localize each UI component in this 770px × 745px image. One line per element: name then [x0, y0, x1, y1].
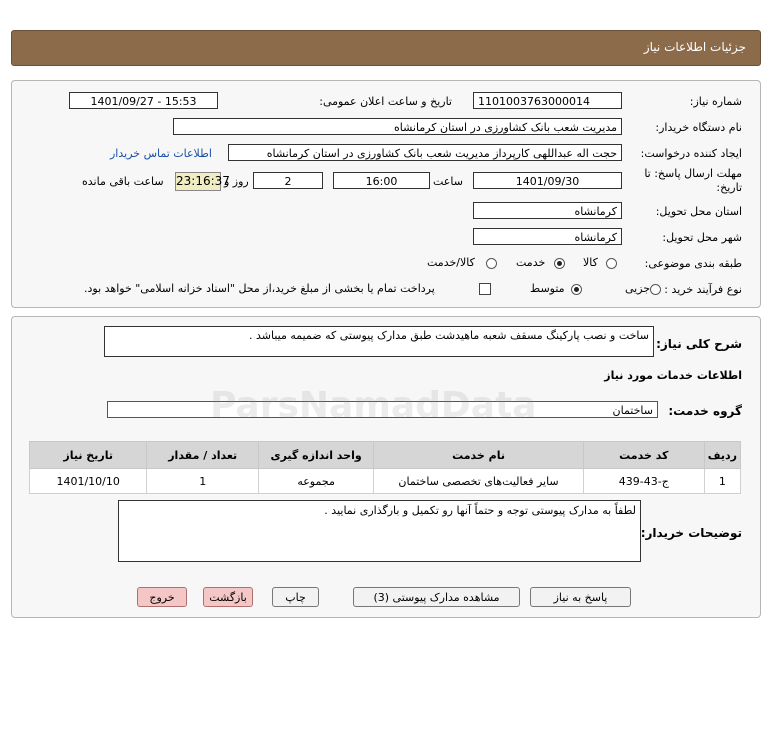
description-label: شرح کلی نیاز:: [656, 337, 742, 351]
requester-field: حجت اله عبداللهی کارپرداز مدیریت شعب بانک کشاورزی در استان کرمانشاه: [228, 144, 622, 161]
delivery-city-field: کرمانشاه: [473, 228, 622, 245]
delivery-province-field: کرمانشاه: [473, 202, 622, 219]
cell-qty: 1: [147, 469, 259, 494]
purchase-radio-medium[interactable]: [571, 284, 582, 295]
delivery-province-label: استان محل تحویل:: [655, 205, 742, 218]
category-service-label: خدمت: [516, 256, 546, 269]
need-number-field: 1101003763000014: [473, 92, 622, 109]
purchase-medium-label: متوسط: [530, 282, 565, 295]
category-goods-label: کالا: [583, 256, 598, 269]
deadline-time-label: ساعت: [433, 175, 463, 188]
view-attachments-button[interactable]: مشاهده مدارک پیوستی (3): [353, 587, 520, 607]
deadline-date-field: 1401/09/30: [473, 172, 622, 189]
exit-button[interactable]: خروج: [137, 587, 187, 607]
col-row-header: ردیف: [704, 442, 740, 469]
category-radio-service[interactable]: [554, 258, 565, 269]
col-unit-header: واحد اندازه گیری: [259, 442, 374, 469]
services-table-wrap: [29, 441, 741, 494]
col-code-header: کد خدمت: [583, 442, 704, 469]
remaining-time-label: ساعت باقی مانده: [82, 175, 164, 188]
category-label: طبقه بندی موضوعی:: [644, 257, 742, 270]
treasury-payment-checkbox[interactable]: [479, 283, 491, 295]
col-date-header: تاریخ نیاز: [30, 442, 147, 469]
need-number-label: شماره نیاز:: [689, 95, 742, 108]
page-header: [11, 30, 761, 66]
table-header-row: [30, 442, 741, 469]
back-button[interactable]: بازگشت: [203, 587, 253, 607]
print-button[interactable]: چاپ: [272, 587, 319, 607]
services-heading: اطلاعات خدمات مورد نیاز: [604, 369, 742, 382]
category-goods-service-label: کالا/خدمت: [427, 256, 475, 269]
purchase-minor-label: جزیی: [625, 282, 651, 295]
buyer-org-label: نام دستگاه خریدار:: [655, 121, 742, 134]
services-table: [29, 441, 741, 494]
table-row: [30, 469, 741, 494]
cell-code: ج-43-439: [583, 469, 704, 494]
buyer-notes-box: [118, 500, 641, 562]
cell-date: 1401/10/10: [30, 469, 147, 494]
announce-datetime-field: 1401/09/27 - 15:53: [69, 92, 218, 109]
category-radio-goods-service[interactable]: [486, 258, 497, 269]
announce-datetime-label: تاریخ و ساعت اعلان عمومی:: [319, 95, 452, 108]
deadline-time-field: 16:00: [333, 172, 430, 189]
buyer-notes-label: توضیحات خریدار:: [640, 526, 742, 540]
purchase-type-label: نوع فرآیند خرید :: [664, 283, 742, 296]
cell-unit: مجموعه: [259, 469, 374, 494]
treasury-payment-note: پرداخت تمام یا بخشی از مبلغ خرید،از محل "اسناد خزانه اسلامی" خواهد بود.: [84, 282, 435, 295]
col-qty-header: تعداد / مقدار: [147, 442, 259, 469]
buyer-contact-link[interactable]: اطلاعات تماس خریدار: [110, 147, 212, 160]
service-group-label: گروه خدمت:: [668, 404, 742, 418]
need-info-panel: [11, 80, 761, 308]
requester-label: ایجاد کننده درخواست:: [640, 147, 742, 160]
days-remaining-field: 2: [253, 172, 323, 189]
purchase-radio-minor[interactable]: [650, 284, 661, 295]
description-box: [104, 326, 654, 357]
cell-name: سایر فعالیت‌های تخصصی ساختمان: [374, 469, 584, 494]
cell-row: 1: [704, 469, 740, 494]
deadline-label: مهلت ارسال پاسخ: تا: [644, 167, 742, 180]
service-group-field: ساختمان: [107, 401, 658, 418]
remaining-time-counter: 23:16:37: [175, 172, 221, 191]
deadline-date-label: تاریخ:: [716, 181, 742, 194]
days-label: روز و: [224, 175, 249, 188]
category-radio-goods[interactable]: [606, 258, 617, 269]
page-title: جزئیات اطلاعات نیاز: [643, 40, 746, 54]
delivery-city-label: شهر محل تحویل:: [662, 231, 742, 244]
buyer-org-field: مدیریت شعب بانک کشاورزی در استان کرمانشاه: [173, 118, 622, 135]
col-name-header: نام خدمت: [374, 442, 584, 469]
reply-button[interactable]: پاسخ به نیاز: [530, 587, 631, 607]
description-text: ساخت و نصب پارکینگ مسقف شعبه ماهیدشت طبق مدارک پیوستی که ضمیمه میباشد .: [248, 329, 649, 342]
buyer-notes-text: لطفاً به مدارک پیوستی توجه و حتماً آنها رو تکمیل و بارگذاری نمایید .: [324, 504, 636, 517]
